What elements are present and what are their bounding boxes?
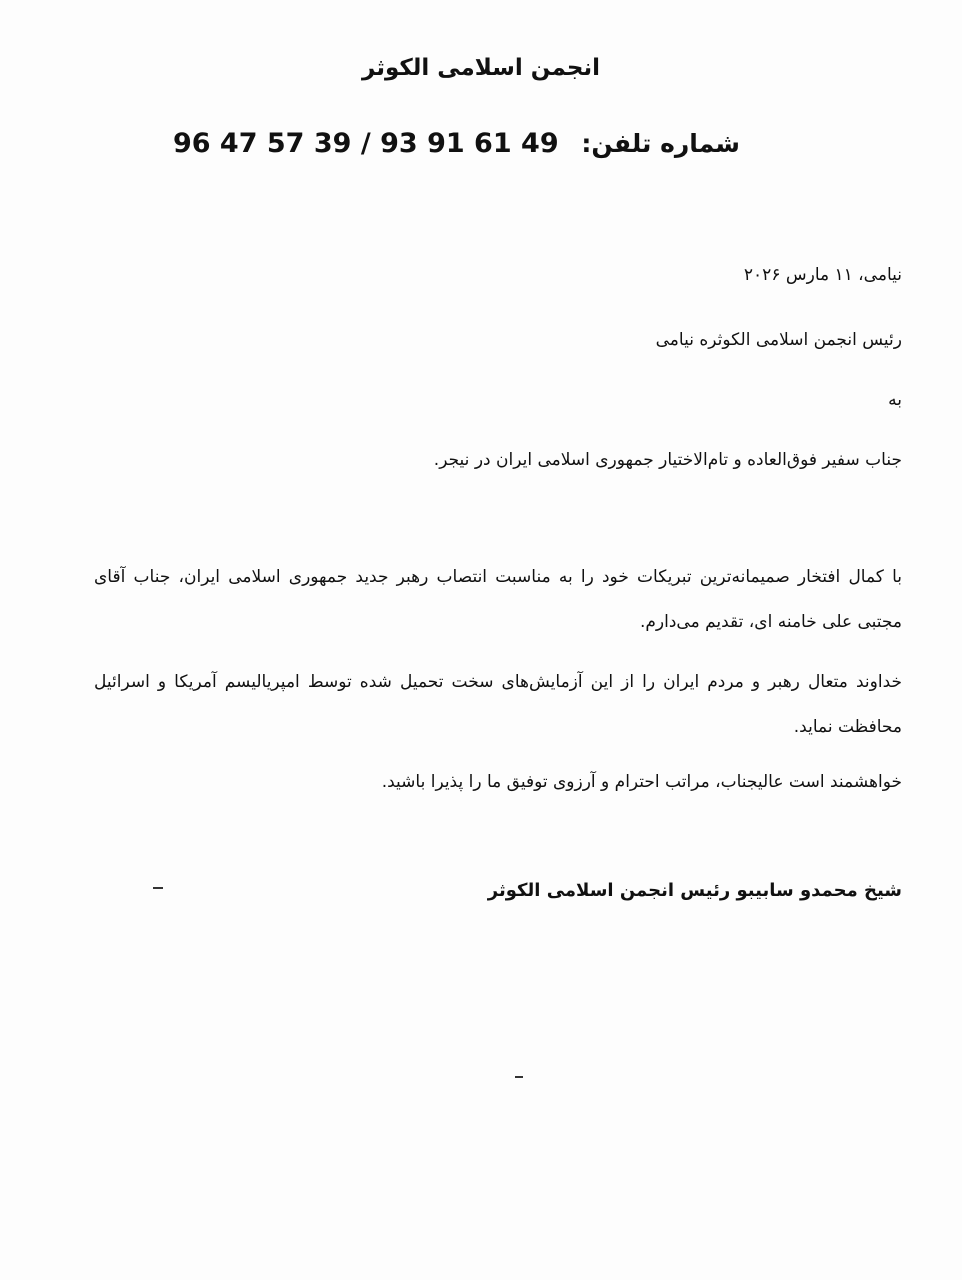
body-paragraph-2: خداوند متعال رهبر و مردم ایران را از این آزمایش‌های سخت تحمیل شده توسط امپریالیسم آمریکا و اسرائیل محافظت نماید. [94, 672, 902, 737]
scan-speck [153, 887, 163, 889]
phone-line [172, 128, 740, 159]
signature-line: شیخ محمدو سابیبو رئیس انجمن اسلامی الکوثر [487, 880, 902, 901]
body-paragraph-3: خواهشمند است عالیجناب، مراتب احترام و آرزوی توفیق ما را پذیرا باشید. [381, 772, 902, 792]
organization-title: انجمن اسلامی الکوثر [362, 55, 600, 81]
body-paragraph-1: با کمال افتخار صمیمانه‌ترین تبریکات خود را به مناسبت انتصاب رهبر جدید جمهوری اسلامی ایران، جناب آقای مجتبی علی خامنه ای، تقدیم می‌دارم. [94, 567, 902, 632]
to-line: به [888, 390, 902, 410]
phone-numbers: 96 47 57 39 / 93 91 61 49 [172, 128, 559, 159]
sender-line: رئیس انجمن اسلامی الکوثره نیامی [655, 330, 902, 350]
phone-label: شماره تلفن: [581, 129, 740, 158]
scan-speck [515, 1076, 523, 1078]
date-line: نیامی، ۱۱ مارس ۲۰۲۶ [743, 265, 902, 285]
recipient-line: جناب سفیر فوق‌العاده و تام‌الاختیار جمهوری اسلامی ایران در نیجر. [433, 450, 902, 470]
